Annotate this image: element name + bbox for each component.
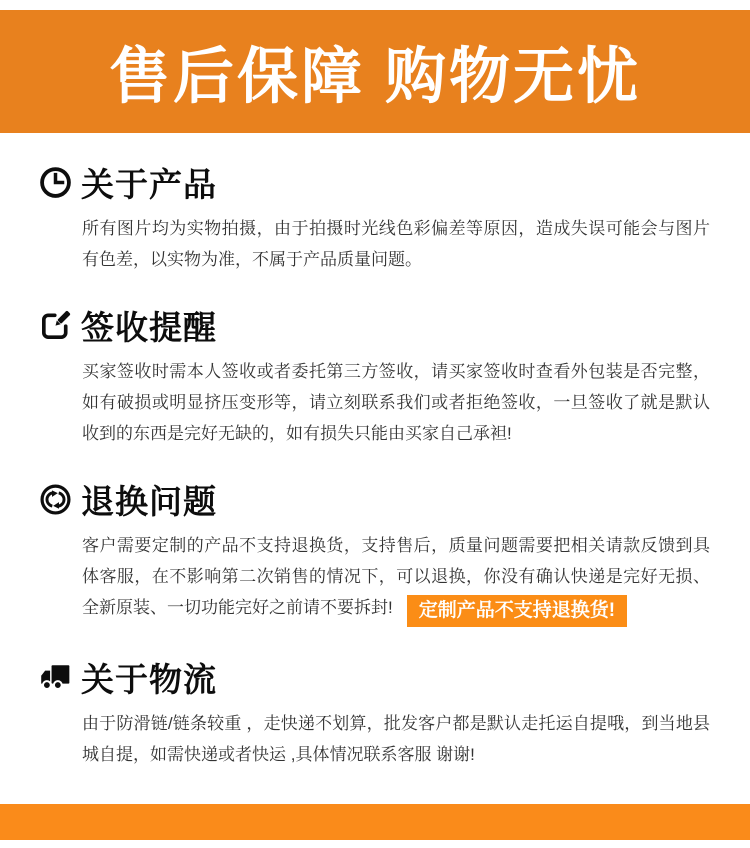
clock-icon [38,165,73,200]
section-body [82,356,710,449]
banner-title: 售后保障 购物无忧 [109,42,641,110]
section-header [38,479,710,519]
section-body [82,708,710,770]
section-body [82,530,710,627]
section-logistics [38,657,710,770]
footer-bar [0,804,750,840]
section-about-product [38,162,710,275]
no-return-badge: 定制产品不支持退换货! [407,595,627,627]
section-body [82,213,710,275]
guarantee-content [0,133,750,770]
hero-banner [0,10,750,133]
section-heading: 关于产品 [81,165,217,203]
section-header [38,305,710,345]
section-header [38,657,710,697]
body-copy: 客户需要定制的产品不支持退换货，支持售后，质量问题需要把相关请款反馈到具体客服，在不影响第二次销售的情况下，可以退换，你没有确认快递是完好无损、全新原装、一切功能完好之前请不要拆封! [82,536,710,617]
section-heading: 退换问题 [81,482,217,520]
body-copy: 由于防滑链/链条较重 ，走快递不划算，批发客户都是默认走托运自提哦，到当地县城自提，如需快递或者快运 ,具体情况联系客服 谢谢! [82,714,710,764]
cycle-icon [38,482,73,517]
section-header [38,162,710,202]
truck-icon [38,660,73,695]
edit-icon [38,308,73,343]
section-heading: 关于物流 [81,660,217,698]
body-copy: 买家签收时需本人签收或者委托第三方签收，请买家签收时查看外包装是否完整，如有破损或明显挤压变形等，请立刻联系我们或者拒绝签收，一旦签收了就是默认收到的东西是完好无缺的，如有损失只能由买家自己承袒! [82,362,710,443]
body-copy: 所有图片均为实物拍摄，由于拍摄时光线色彩偏差等原因，造成失误可能会与图片有色差，以实物为准，不属于产品质量问题。 [82,219,710,269]
section-sign-reminder [38,305,710,449]
section-return-exchange [38,479,710,627]
section-heading: 签收提醒 [81,308,217,346]
